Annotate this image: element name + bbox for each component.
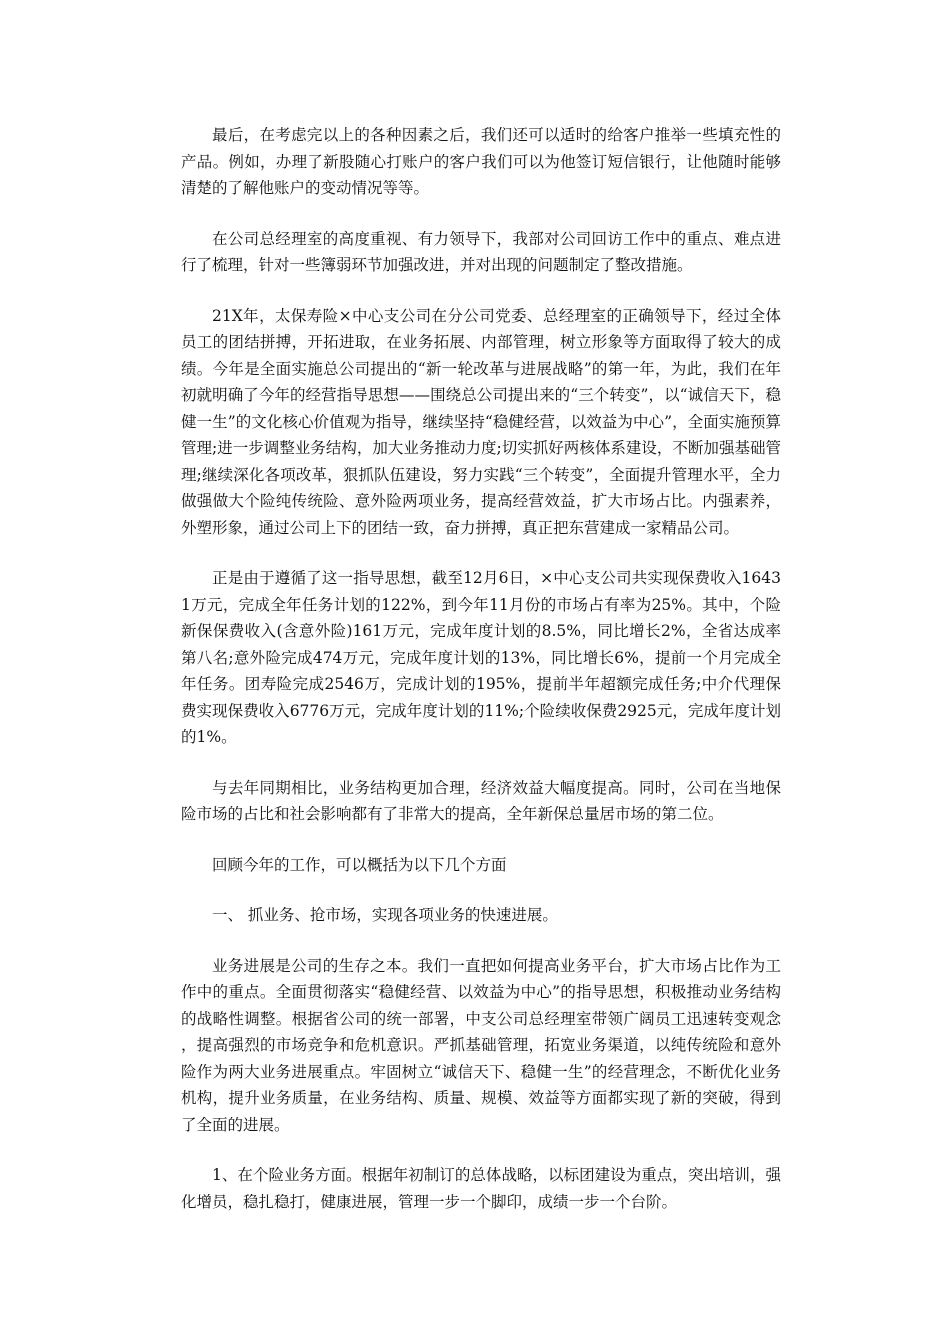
section-heading-1: 一、 抓业务、抢市场，实现各项业务的快速进展。 [212, 906, 558, 924]
paragraph-review-intro: 回顾今年的工作，可以概括为以下几个方面 [212, 855, 507, 874]
paragraph-callback-review: 在公司总经理室的高度重视、有力领导下，我部对公司回访工作中的重点、难点进行了梳理，针对一些簿弱环节加强改进，并对出现的问题制定了整改措施。 [181, 229, 781, 274]
paragraph-premium-results: 正是由于遵循了这一指导思想，截至12月6日，×中心支公司共实现保费收入16431万元，完成全年任务计划的122%，到今年11月份的市场占有率为25%。其中，个险新保保费收入(含意外险)161万元，完成年度计划的8.5%，同比增长2%，全省达成率第八名;意外险完成474万元，完成年度计划的13%，同比增长6%，提前一个月完成全年任务。团寿险完成2546万，完成计划的195%，提前半年超额完成任务;中介代理保费实现保费收入6776万元，完成年度计划的11%;个险续收保费2925元，完成年度计划的1%。 [181, 569, 781, 746]
paragraph-year-comparison: 与去年同期相比，业务结构更加合理，经济效益大幅度提高。同时，公司在当地保险市场的占比和社会影响都有了非常大的提高，全年新保总量居市场的第二位。 [181, 778, 781, 823]
paragraph-annual-overview: 21X年，太保寿险×中心支公司在分公司党委、总经理室的正确领导下，经过全体员工的团结拼搏，开拓进取，在业务拓展、内部管理，树立形象等方面取得了较大的成绩。今年是全面实施总公司提出的“新一轮改革与进展战略”的第一年，为此，我们在年初就明确了今年的经营指导思想——围绕总公司提出来的“三个转变”，以“诚信天下，稳健一生”的文化核心价值观为指导，继续坚持“稳健经营，以效益为中心”，全面实施预算管理;进一步调整业务结构，加大业务推动力度;切实抓好两核体系建设，不断加强基础管理;继续深化各项改革，狠抓队伍建设，努力实践“三个转变”，全面提升管理水平，全力做强做大个险纯传统险、意外险两项业务，提高经营效益，扩大市场占比。内强素养，外塑形象，通过公司上下的团结一致，奋力拼搏，真正把东营建成一家精品公司。 [181, 306, 781, 537]
paragraph-closing-suggestion: 最后，在考虑完以上的各种因素之后，我们还可以适时的给客户推举一些填充性的产品。例如，办理了新股随心打账户的客户我们可以为他签订短信银行，让他随时能够清楚的了解他账户的变动情况等等。 [181, 126, 781, 197]
paragraph-business-development: 业务进展是公司的生存之本。我们一直把如何提高业务平台，扩大市场占比作为工作中的重点。全面贯彻落实“稳健经营、以效益为中心”的指导思想，积极推动业务结构的战略性调整。根据省公司的统一部署，中支公司总经理室带领广阔员工迅速转变观念，提高强烈的市场竞争和危机意识。严抓基础管理，拓宽业务渠道，以纯传统险和意外险作为两大业务进展重点。牢固树立“诚信天下、稳健一生”的经营理念，不断优化业务机构，提升业务质量，在业务结构、质量、规模、效益等方面都实现了新的突破，得到了全面的进展。 [181, 956, 781, 1134]
document-body [181, 122, 781, 1239]
paragraph-individual-insurance: 1、在个险业务方面。根据年初制订的总体战略，以标团建设为重点，突出培训，强化增员，稳扎稳打，健康进展，管理一步一个脚印，成绩一步一个台阶。 [181, 1166, 781, 1211]
